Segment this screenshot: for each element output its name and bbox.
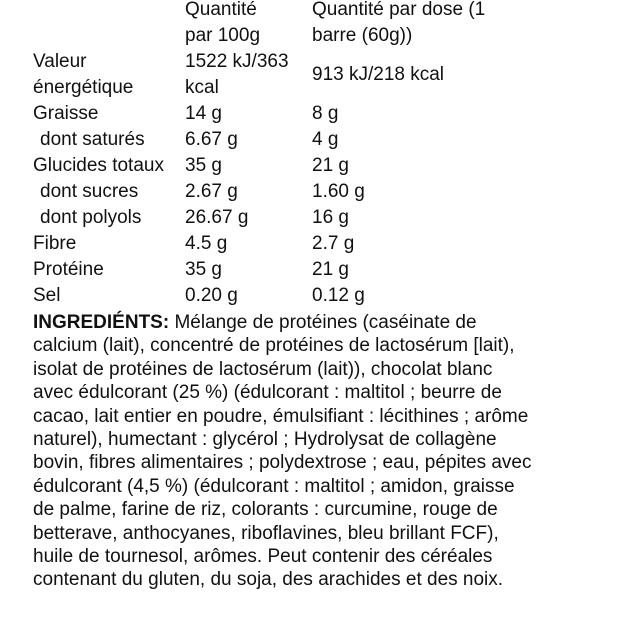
table-row bbox=[33, 49, 552, 101]
nutrient-name: Fibre bbox=[33, 233, 77, 254]
header-per-100g-line1: Quantité bbox=[185, 0, 257, 20]
nutrient-name: Protéine bbox=[33, 259, 104, 280]
value-per-100g: 14 g bbox=[185, 103, 222, 124]
value-per-dose: 21 g bbox=[312, 259, 349, 280]
ingredients-paragraph bbox=[33, 311, 533, 592]
value-per-dose: 0.12 g bbox=[312, 285, 365, 306]
ingredients-label: INGREDIÉNTS: bbox=[33, 312, 170, 333]
nutrient-name: Glucides totaux bbox=[33, 155, 164, 176]
table-row bbox=[33, 101, 552, 127]
table-row bbox=[33, 283, 552, 309]
nutrient-name: Graisse bbox=[33, 103, 99, 124]
value-per-dose: 913 kJ/218 kcal bbox=[312, 64, 445, 85]
nutrient-name-line2: énergétique bbox=[33, 77, 134, 98]
header-per-100g-line2: par 100g bbox=[185, 25, 261, 46]
value-per-dose: 2.7 g bbox=[312, 233, 355, 254]
header-per-100g bbox=[185, 0, 312, 49]
value-per-100g: 6.67 g bbox=[185, 129, 238, 150]
nutrient-name: dont polyols bbox=[40, 207, 142, 228]
value-per-100g: 4.5 g bbox=[185, 233, 228, 254]
header-per-dose bbox=[312, 0, 552, 49]
value-per-dose: 8 g bbox=[312, 103, 339, 124]
table-row bbox=[33, 257, 552, 283]
header-per-dose-line2: barre (60g)) bbox=[312, 25, 413, 46]
nutrition-table bbox=[33, 0, 552, 309]
value-per-100g-line1: 1522 kJ/363 bbox=[185, 51, 289, 72]
value-per-100g-line2: kcal bbox=[185, 77, 219, 98]
value-per-100g: 35 g bbox=[185, 259, 222, 280]
value-per-dose: 1.60 g bbox=[312, 181, 365, 202]
table-row bbox=[33, 153, 552, 179]
value-per-100g: 2.67 g bbox=[185, 181, 238, 202]
value-per-100g: 0.20 g bbox=[185, 285, 238, 306]
nutrient-name: dont sucres bbox=[40, 181, 139, 202]
ingredients-text: Mélange de protéines (caséinate de calcium (lait), concentré de protéines de lactosérum [lait), isolat de protéines de lactosérum (lait)), chocolat blanc avec édulcorant (25 %) (édulcorant : maltitol ; beurre de cacao, lait entier en poudre, émulsifiant : lécithines ; arôme naturel), humectant : glycérol ; Hydrolysat de collagène bovin, fibres alimentaires ; polydextrose ; eau, pépites avec édulcorant (4,5 %) (édulcorant : maltitol ; amidon, graisse de palme, farine de riz, colorants : curcumine, rouge de betterave, anthocyanes, riboflavines, bleu brillant FCF), huile de tournesol, arômes. Peut contenir des céréales contenant du gluten, du soja, des arachides et des noix. bbox=[33, 312, 532, 591]
table-row bbox=[33, 205, 552, 231]
value-per-dose: 21 g bbox=[312, 155, 349, 176]
table-row bbox=[33, 231, 552, 257]
nutrient-name-line1: Valeur bbox=[33, 51, 87, 72]
nutrient-name bbox=[33, 49, 185, 101]
nutrient-name: Sel bbox=[33, 285, 61, 306]
value-per-100g: 35 g bbox=[185, 155, 222, 176]
table-row bbox=[33, 179, 552, 205]
value-per-100g: 26.67 g bbox=[185, 207, 249, 228]
value-per-dose: 16 g bbox=[312, 207, 349, 228]
nutrient-name: dont saturés bbox=[40, 129, 145, 150]
table-row bbox=[33, 127, 552, 153]
nutrition-header-row bbox=[33, 0, 552, 49]
header-nutrient bbox=[33, 0, 185, 49]
header-per-dose-line1: Quantité par dose (1 bbox=[312, 0, 486, 20]
value-per-100g bbox=[185, 49, 312, 101]
value-per-dose: 4 g bbox=[312, 129, 339, 150]
